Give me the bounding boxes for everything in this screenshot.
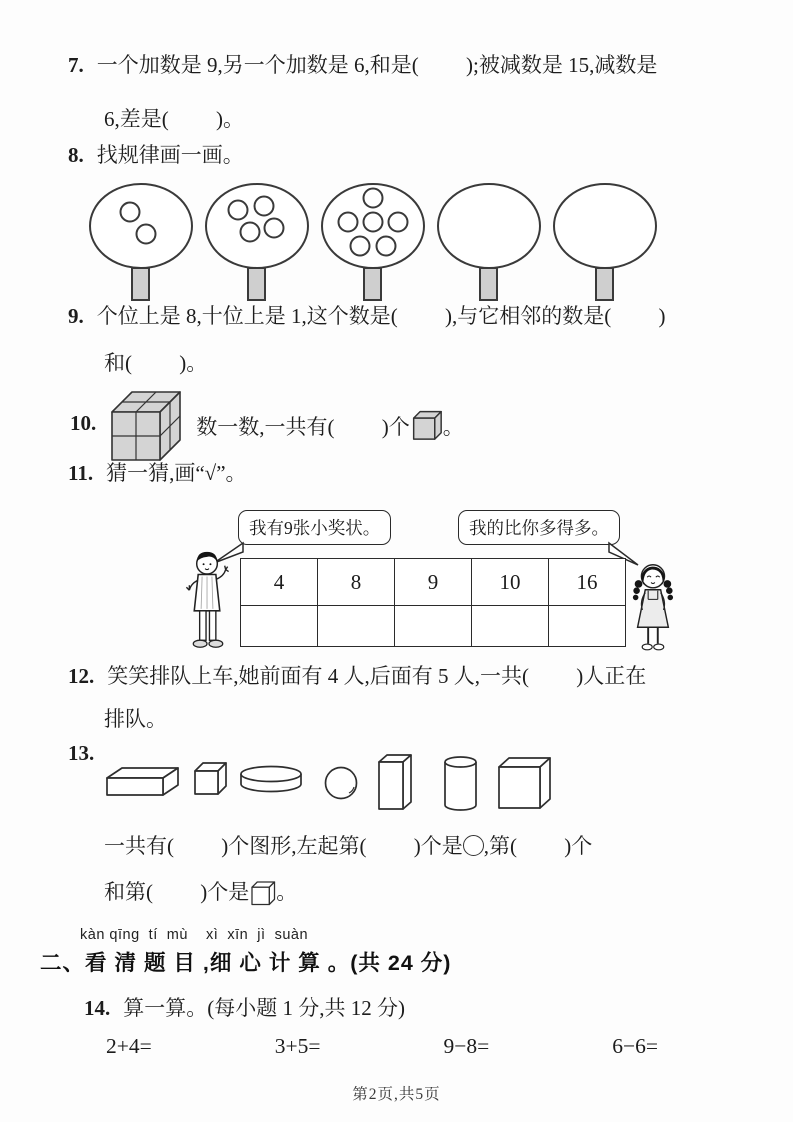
guess-table-answer-row [241, 606, 626, 647]
table-cell: 9 [395, 559, 472, 606]
question-11-line [68, 460, 247, 487]
question-13-line-1: 一共有( )个图形,左起第( )个是 ,第( )个 [104, 834, 593, 858]
question-8-line [68, 142, 244, 169]
question-14-line [84, 995, 405, 1022]
question-9-number: 9. [68, 304, 84, 328]
answer-cell [318, 606, 395, 647]
table-cell: 10 [472, 559, 549, 606]
question-14-number: 14. [84, 996, 111, 1020]
small-cube-icon [410, 407, 443, 442]
question-13-line-2: 和第( )个是 。 [104, 878, 297, 907]
calculation-row [106, 1034, 658, 1059]
cylinder-shape [445, 757, 476, 810]
sphere-shape [326, 768, 357, 799]
question-10-number: 10. [70, 411, 97, 436]
question-10-text: 数一数,一共有( )个 。 [196, 407, 464, 442]
tall-cuboid-shape [379, 755, 411, 809]
table-cell: 8 [318, 559, 395, 606]
pattern-tree [318, 178, 428, 304]
question-10-row [70, 384, 464, 464]
question-12-line-2: 排队。 [104, 707, 167, 731]
girl-figure [620, 558, 684, 658]
cube-icon [249, 878, 276, 907]
table-cell: 16 [549, 559, 626, 606]
question-13-number: 13. [68, 741, 95, 765]
question-9-line-1 [68, 303, 665, 330]
question-7-number: 7. [68, 53, 84, 77]
section-2-title: 二、看 清 题 目 ,细 心 计 算 。(共 24 分) [40, 951, 452, 975]
question-8-number: 8. [68, 143, 84, 167]
section-2-pinyin: kàn qīng tí mù xì xīn jì suàn [80, 927, 309, 943]
question-7-text: 一个加数是 9,另一个加数是 6,和是( );被减数是 15,减数是 [96, 53, 658, 77]
table-cell: 4 [241, 559, 318, 606]
question-9-line-2: 和( )。 [104, 351, 208, 375]
guess-table [240, 558, 626, 647]
flat-cylinder-shape [241, 767, 301, 792]
question-14-text: 算一算。(每小题 1 分,共 12 分) [123, 996, 405, 1020]
page-footer: 第2页,共5页 [352, 1086, 441, 1103]
pattern-tree [550, 178, 660, 304]
question-12-number: 12. [68, 664, 95, 688]
question-11-text: 猜一猜,画“√”。 [106, 461, 247, 485]
calc-problem: 3+5= [274, 1034, 321, 1058]
guess-table-values-row [241, 559, 626, 606]
girl-speech-bubble: 我的比你多得多。 [458, 510, 620, 545]
question-11-number: 11. [68, 461, 94, 485]
pattern-trees [86, 178, 660, 304]
pattern-tree [202, 178, 312, 304]
pattern-tree [434, 178, 544, 304]
calc-problem: 2+4= [106, 1034, 152, 1058]
question-8-text: 找规律画一画。 [96, 143, 244, 167]
boy-speech-bubble: 我有9张小奖状。 [238, 510, 391, 545]
calc-problem: 6−6= [612, 1034, 658, 1058]
answer-cell [241, 606, 318, 647]
circle-icon [463, 835, 484, 856]
pattern-tree [86, 178, 196, 304]
calc-problem: 9−8= [443, 1034, 490, 1058]
answer-cell [549, 606, 626, 647]
shapes-row-image [102, 750, 562, 822]
boy-figure [180, 548, 236, 656]
question-9-text: 个位上是 8,十位上是 1,这个数是( ),与它相邻的数是( ) [96, 304, 666, 328]
flat-cuboid-shape [107, 768, 178, 795]
small-cube-shape [195, 763, 226, 794]
question-12-text: 笑笑排队上车,她前面有 4 人,后面有 5 人,一共( )人正在 [107, 664, 647, 688]
cube-block-2x2x2-image [108, 384, 184, 464]
answer-cell [395, 606, 472, 647]
question-7-line-2: 6,差是( )。 [104, 107, 244, 131]
question-12-line-1 [68, 663, 646, 690]
question-7-line-1 [68, 52, 657, 79]
answer-cell [472, 606, 549, 647]
large-cube-shape [499, 758, 550, 808]
